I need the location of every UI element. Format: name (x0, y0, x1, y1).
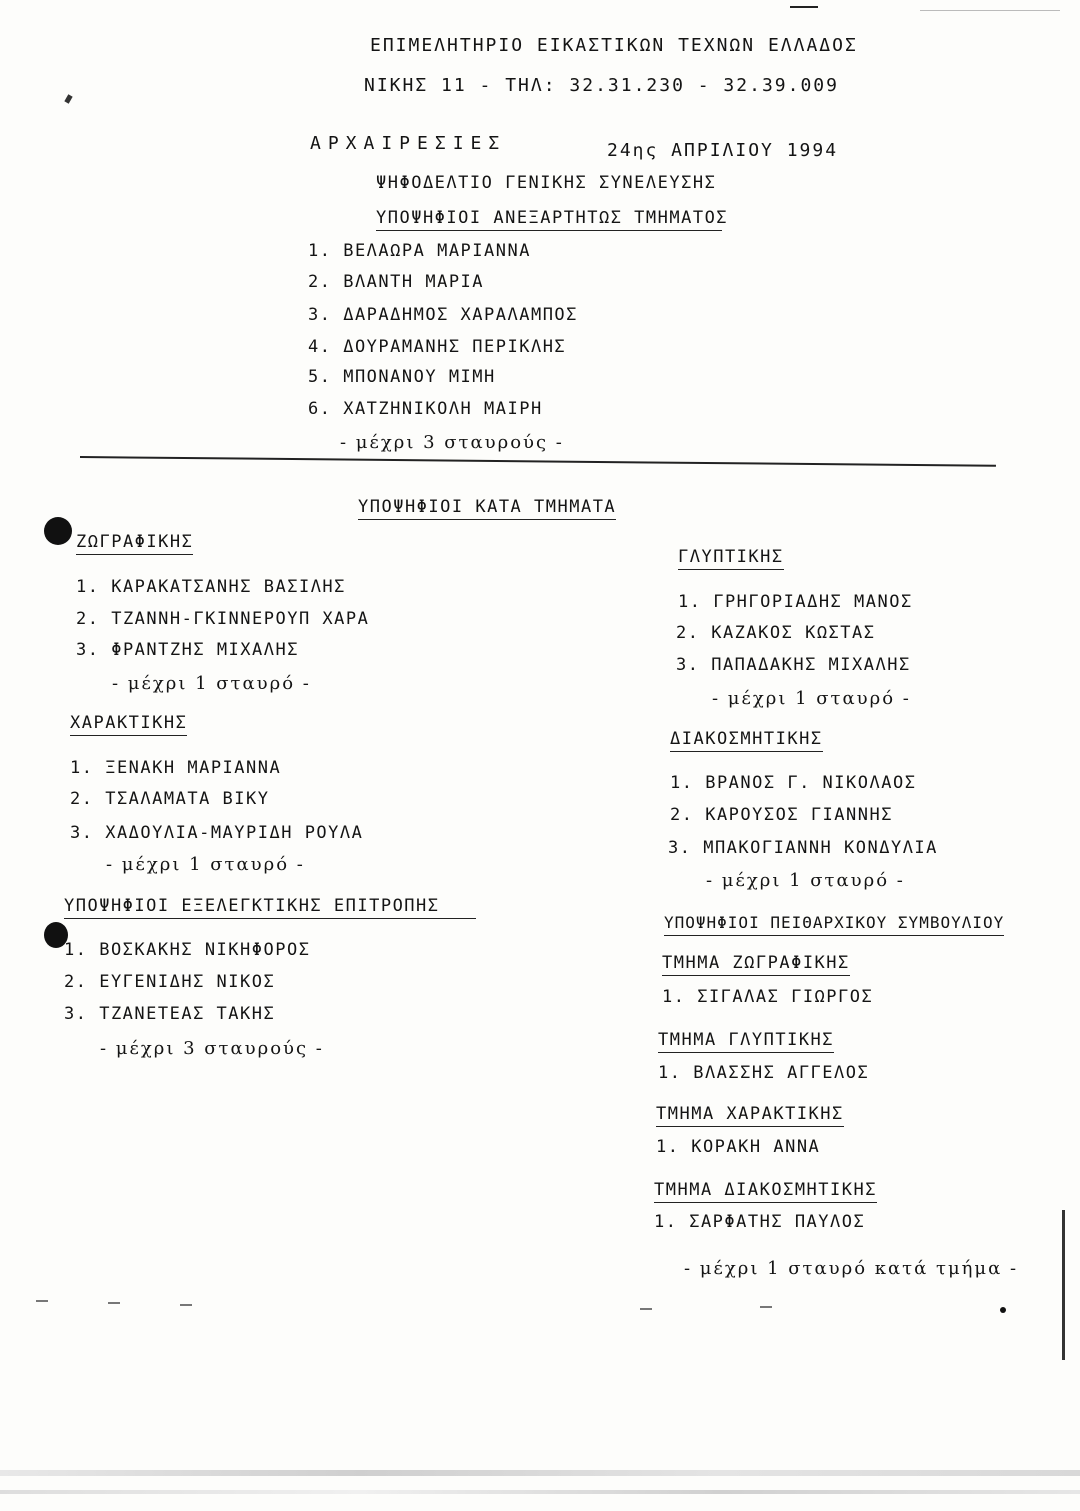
list-item: 1. ΒΟΣΚΑΚΗΣ ΝΙΚΗΦΟΡΟΣ (64, 940, 311, 960)
scan-speck (36, 1300, 48, 1302)
scan-speck (640, 1308, 652, 1310)
sculpture-note: - μέχρι 1 σταυρό - (712, 688, 911, 709)
elections-date: 24ης ΑΠΡΙΛΙΟΥ 1994 (607, 140, 839, 161)
list-item: 1. ΣΙΓΑΛΑΣ ΓΙΩΡΓΟΣ (662, 987, 874, 1007)
list-item: 3. ΔΑΡΑΔΗΜΟΣ ΧΑΡΑΛΑΜΠΟΣ (308, 305, 578, 325)
discipline-heading: ΥΠΟΨΗΦΙΟΙ ΠΕΙΘΑΡΧΙΚΟΥ ΣΥΜΒΟΥΛΙΟΥ (664, 913, 1004, 936)
discipline-section-heading: ΤΜΗΜΑ ΔΙΑΚΟΣΜΗΤΙΚΗΣ (654, 1180, 877, 1203)
list-item: 1. ΒΕΛΑΩΡΑ ΜΑΡΙΑΝΝΑ (308, 241, 531, 261)
discipline-note: - μέχρι 1 σταυρό κατά τμήμα - (684, 1258, 1019, 1279)
list-item: 2. ΤΖΑΝΝΗ-ΓΚΙΝΝΕΡΟΥΠ ΧΑΡΑ (76, 609, 370, 629)
organization-title: ΕΠΙΜΕΛΗΤΗΡΙΟ ΕΙΚΑΣΤΙΚΩΝ ΤΕΧΝΩΝ ΕΛΛΑΔΟΣ (370, 35, 858, 56)
list-item: 2. ΚΑΖΑΚΟΣ ΚΩΣΤΑΣ (676, 623, 876, 643)
list-item: 3. ΧΑΔΟΥΛΙΑ-ΜΑΥΡΙΔΗ ΡΟΥΛΑ (70, 823, 364, 843)
list-item: 5. ΜΠΟΝΑΝΟΥ ΜΙΜΗ (308, 367, 496, 387)
discipline-section-heading: ΤΜΗΜΑ ΧΑΡΑΚΤΙΚΗΣ (656, 1104, 844, 1127)
scan-speck (108, 1302, 120, 1304)
list-item: 6. ΧΑΤΖΗΝΙΚΟΛΗ ΜΑΙΡΗ (308, 399, 543, 419)
by-section-heading: ΥΠΟΨΗΦΙΟΙ ΚΑΤΑ ΤΜΗΜΑΤΑ (358, 497, 616, 520)
list-item: 3. ΦΡΑΝΤΖΗΣ ΜΙΧΑΛΗΣ (76, 640, 299, 660)
engraving-note: - μέχρι 1 σταυρό - (106, 854, 305, 875)
painting-note: - μέχρι 1 σταυρό - (112, 673, 311, 694)
scan-speck (1000, 1307, 1006, 1313)
painting-heading: ΖΩΓΡΑΦΙΚΗΣ (76, 532, 193, 555)
list-item: 1. ΓΡΗΓΟΡΙΑΔΗΣ ΜΑΝΟΣ (678, 592, 913, 612)
list-item: 3. ΜΠΑΚΟΓΙΑΝΝΗ ΚΟΝΔΥΛΙΑ (668, 838, 938, 858)
scan-band (0, 1490, 1080, 1494)
scan-speck (64, 94, 72, 103)
list-item: 4. ΔΟΥΡΑΜΑΝΗΣ ΠΕΡΙΚΛΗΣ (308, 337, 567, 357)
list-item: 2. ΤΣΑΛΑΜΑΤΑ ΒΙΚΥ (70, 789, 270, 809)
scan-edge-line (1062, 1210, 1065, 1360)
divider-line (80, 456, 996, 467)
audit-note: - μέχρι 3 σταυρούς - (100, 1038, 324, 1059)
list-item: 2. ΒΛΑΝΤΗ ΜΑΡΙΑ (308, 272, 485, 292)
list-item: 1. ΣΑΡΦΑΤΗΣ ΠΑΥΛΟΣ (654, 1212, 866, 1232)
elections-word: ΑΡΧΑΙΡΕΣΙΕΣ (310, 133, 507, 154)
list-item: 1. ΞΕΝΑΚΗ ΜΑΡΙΑΝΝΑ (70, 758, 282, 778)
audit-heading: ΥΠΟΨΗΦΙΟΙ ΕΞΕΛΕΓΚΤΙΚΗΣ ΕΠΙΤΡΟΠΗΣ (64, 896, 476, 919)
list-item: 1. ΒΡΑΝΟΣ Γ. ΝΙΚΟΛΑΟΣ (670, 773, 917, 793)
decorative-note: - μέχρι 1 σταυρό - (706, 870, 905, 891)
list-item: 3. ΠΑΠΑΔΑΚΗΣ ΜΙΧΑΛΗΣ (676, 655, 911, 675)
discipline-section-heading: ΤΜΗΜΑ ΖΩΓΡΑΦΙΚΗΣ (662, 953, 850, 976)
discipline-section-heading: ΤΜΗΜΑ ΓΛΥΠΤΙΚΗΣ (658, 1030, 834, 1053)
list-item: 1. ΒΛΑΣΣΗΣ ΑΓΓΕΛΟΣ (658, 1063, 870, 1083)
punch-hole-mark (44, 517, 72, 545)
scan-speck (790, 6, 818, 8)
ballot-title: ΨΗΦΟΔΕΛΤΙΟ ΓΕΝΙΚΗΣ ΣΥΝΕΛΕΥΣΗΣ (376, 173, 717, 193)
address-line: ΝΙΚΗΣ 11 - ΤΗΛ: 32.31.230 - 32.39.009 (364, 75, 839, 96)
scan-speck (920, 10, 1060, 11)
independent-heading: ΥΠΟΨΗΦΙΟΙ ΑΝΕΞΑΡΤΗΤΩΣ ΤΜΗΜΑΤΟΣ (376, 208, 722, 231)
list-item: 1. ΚΑΡΑΚΑΤΣΑΝΗΣ ΒΑΣΙΛΗΣ (76, 577, 346, 597)
list-item: 2. ΚΑΡΟΥΣΟΣ ΓΙΑΝΝΗΣ (670, 805, 893, 825)
list-item: 1. ΚΟΡΑΚΗ ΑΝΝΑ (656, 1137, 821, 1157)
scan-speck (180, 1304, 192, 1306)
list-item: 2. ΕΥΓΕΝΙΔΗΣ ΝΙΚΟΣ (64, 972, 276, 992)
list-item: 3. ΤΖΑΝΕΤΕΑΣ ΤΑΚΗΣ (64, 1004, 276, 1024)
engraving-heading: ΧΑΡΑΚΤΙΚΗΣ (70, 713, 187, 736)
scan-speck (760, 1306, 772, 1308)
independent-note: - μέχρι 3 σταυρούς - (340, 432, 564, 453)
sculpture-heading: ΓΛΥΠΤΙΚΗΣ (678, 547, 784, 570)
scan-band (0, 1470, 1080, 1476)
decorative-heading: ΔΙΑΚΟΣΜΗΤΙΚΗΣ (670, 729, 823, 752)
